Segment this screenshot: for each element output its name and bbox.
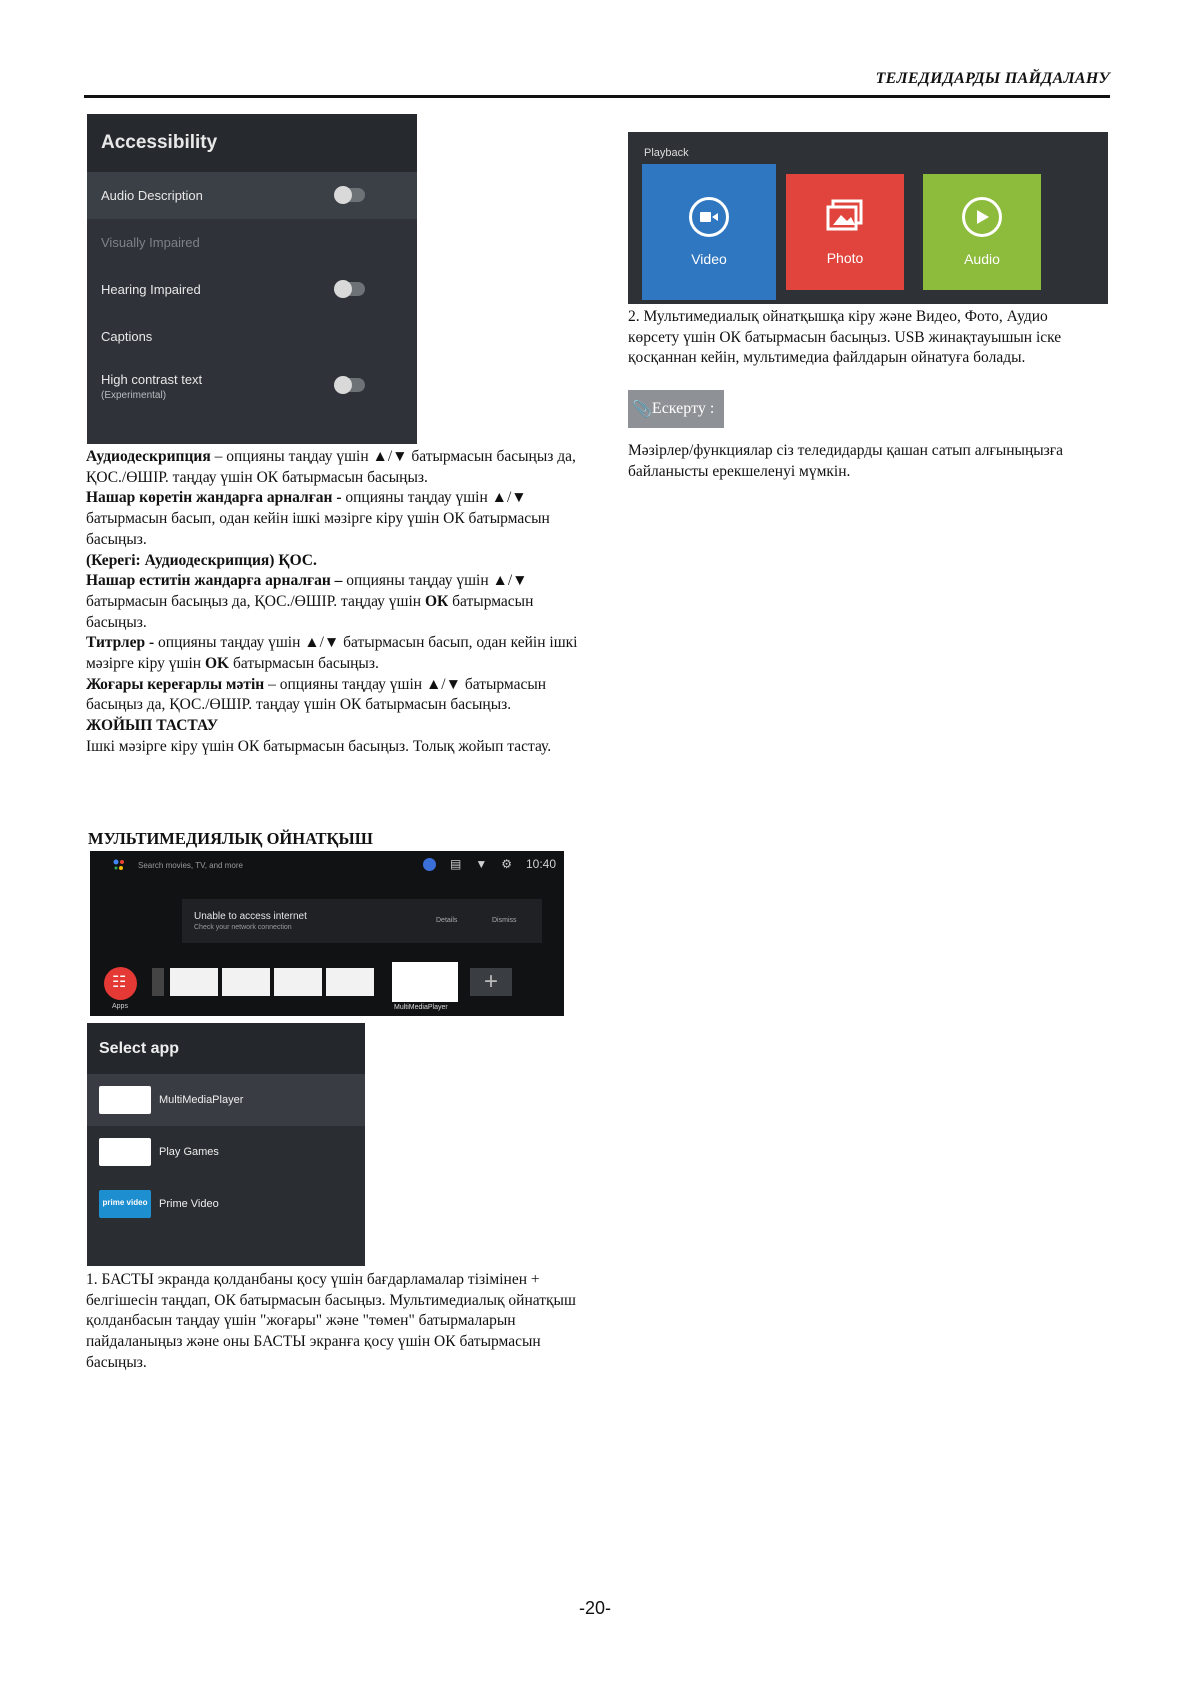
apps-button[interactable]: [104, 967, 137, 1000]
photo-icon: [825, 199, 865, 236]
menu-item-label: Visually Impaired: [101, 235, 200, 250]
input-icon[interactable]: ▤: [449, 857, 462, 871]
paragraph: Титрлер - опцияны таңдау үшін ▲/▼ батырмасын басып, одан кейін ішкі мәзірге кіру үшін OK батырмасын басыңыз.: [86, 634, 578, 673]
app-option-label: Play Games: [159, 1146, 219, 1158]
add-app-instructions: [86, 1270, 586, 1374]
menu-item-sublabel: (Experimental): [101, 389, 167, 401]
playback-instructions: [628, 307, 1088, 369]
paragraph: 2. Мультимедиалық ойнатқышқа кіру және Видео, Фото, Аудио көрсету үшін ОК батырмасын басыңыз. USB жинақтауышын іске қосқаннан кейін, мультимедиа файлдарын ойнатуға болады.: [628, 308, 1062, 367]
details-button[interactable]: Details: [436, 917, 458, 924]
menu-item-label: Hearing Impaired: [101, 282, 201, 297]
video-card[interactable]: [642, 164, 776, 300]
hearing-impaired-toggle[interactable]: [335, 282, 365, 296]
paragraph: Мәзірлер/функциялар сіз теледидарды қашан сатып алғыныңызға байланысты ерекшеленуі мүмкін.: [628, 442, 1064, 480]
playback-screenshot: [628, 132, 1108, 304]
dismiss-button[interactable]: Dismiss: [492, 917, 517, 924]
section-title: МУЛЬТИМЕДИЯЛЫҚ ОЙНАТҚЫШ: [88, 829, 373, 848]
paragraph: Ішкі мәзірге кіру үшін ОК батырмасын басыңыз. Толық жойып тастау.: [86, 737, 552, 755]
app-option-prime-video[interactable]: [87, 1178, 365, 1230]
accessibility-title: Accessibility: [87, 114, 417, 172]
select-app-title: Select app: [87, 1023, 365, 1074]
page-header-title: ТЕЛЕДИДАРДЫ ПАЙДАЛАНУ: [875, 70, 1110, 87]
add-app-button[interactable]: +: [470, 968, 512, 996]
gear-icon[interactable]: ⚙: [501, 857, 512, 871]
paragraph: (Керегі: Аудиодескрипция) ҚОС.: [86, 551, 317, 569]
home-screen-screenshot: [90, 851, 564, 1016]
menu-item-high-contrast[interactable]: [87, 360, 417, 412]
page-number: -20-: [578, 1598, 611, 1618]
banner-title: Unable to access internet: [194, 911, 307, 922]
note-text: [628, 441, 1088, 482]
multimedia-app-icon: [99, 1086, 151, 1114]
paragraph: Жоғары кереғарлы мәтін – опцияны таңдау үшін ▲/▼ батырмасын басыңыз да, ҚОС./ӨШІР. таңдау үшін ОК батырмасын басыңыз.: [86, 675, 547, 714]
play-icon: [962, 197, 1002, 237]
header-rule: [84, 95, 1110, 98]
clock: 10:40: [525, 857, 556, 871]
menu-item-label: Captions: [101, 329, 153, 344]
high-contrast-toggle[interactable]: [335, 378, 365, 392]
menu-item-label: Audio Description: [101, 188, 203, 203]
paragraph: 1. БАСТЫ экранда қолданбаны қосу үшін бағдарламалар тізімінен + белгішесін таңдап, ОК батырмасын басыңыз. Мультимедиалық ойнатқыш қолданбасын таңдау үшін "жоғары" және "төмен" батырмаларын пайдаланыңыз және оны БАСТЫ экранға қосу үшін ОК батырмасын басыңыз.: [86, 1271, 576, 1371]
app-tile-google-play-music[interactable]: [222, 968, 270, 996]
card-label: Video: [691, 251, 727, 267]
info-icon[interactable]: [423, 858, 436, 871]
paperclip-icon: 📎: [632, 401, 652, 418]
note-label: Ескерту :: [651, 400, 715, 417]
note-badge: [628, 390, 724, 428]
app-tile-google-play-store[interactable]: [170, 968, 218, 996]
search-bar[interactable]: Search movies, TV, and more: [138, 861, 243, 870]
photo-card[interactable]: [786, 174, 904, 290]
accessibility-description: [86, 447, 586, 758]
menu-item-captions[interactable]: [87, 313, 417, 360]
card-label: Audio: [964, 251, 1000, 267]
app-tile-multimedia-selected[interactable]: [392, 962, 458, 1002]
app-tile[interactable]: [152, 968, 164, 996]
prime-video-app-icon: prime video: [99, 1190, 151, 1218]
select-app-panel: [87, 1023, 365, 1266]
audio-card[interactable]: [923, 174, 1041, 290]
paragraph: ЖОЙЫП ТАСТАУ: [86, 717, 219, 735]
menu-item-audio-description[interactable]: [87, 172, 417, 219]
video-camera-icon: [689, 197, 729, 237]
app-option-multimedia[interactable]: [87, 1074, 365, 1126]
paragraph: Аудиодескрипция – опцияны таңдау үшін ▲/▼ батырмасын басыңыз да, ҚОС./ӨШІР. таңдау үшін ОК батырмасын басыңыз.: [86, 448, 576, 486]
menu-item-label: High contrast text: [101, 371, 203, 387]
paragraph: Нашар еститін жандарға арналған – опцияны таңдау үшін ▲/▼ батырмасын басыңыз да, ҚОС./ӨШІР. таңдау үшін ОК батырмасын басыңыз.: [86, 572, 534, 631]
app-tile-google-play-movies[interactable]: [326, 968, 374, 996]
assistant-icon: [112, 858, 126, 872]
audio-description-toggle[interactable]: [335, 188, 365, 202]
paragraph: Нашар көретін жандарға арналған - опцияны таңдау үшін ▲/▼ батырмасын басып, одан кейін ішкі мәзірге кіру үшін ОК батырмасын басыңыз.: [86, 489, 550, 548]
app-option-label: Prime Video: [159, 1198, 219, 1210]
accessibility-panel: [87, 114, 417, 444]
play-games-app-icon: [99, 1138, 151, 1166]
menu-item-visually-impaired[interactable]: [87, 219, 417, 266]
card-label: Photo: [826, 249, 864, 266]
apps-label: Apps: [112, 1003, 128, 1010]
playback-label: Playback: [644, 147, 689, 159]
selected-app-label: MultiMediaPlayer: [394, 1004, 448, 1011]
notification-banner: [182, 899, 542, 943]
app-option-play-games[interactable]: [87, 1126, 365, 1178]
app-option-label: MultiMediaPlayer: [159, 1094, 244, 1106]
wifi-icon[interactable]: ▼: [475, 857, 488, 871]
banner-subtitle: Check your network connection: [194, 924, 292, 931]
app-tile-youtube[interactable]: [274, 968, 322, 996]
status-bar: [423, 857, 556, 871]
menu-item-hearing-impaired[interactable]: [87, 266, 417, 313]
